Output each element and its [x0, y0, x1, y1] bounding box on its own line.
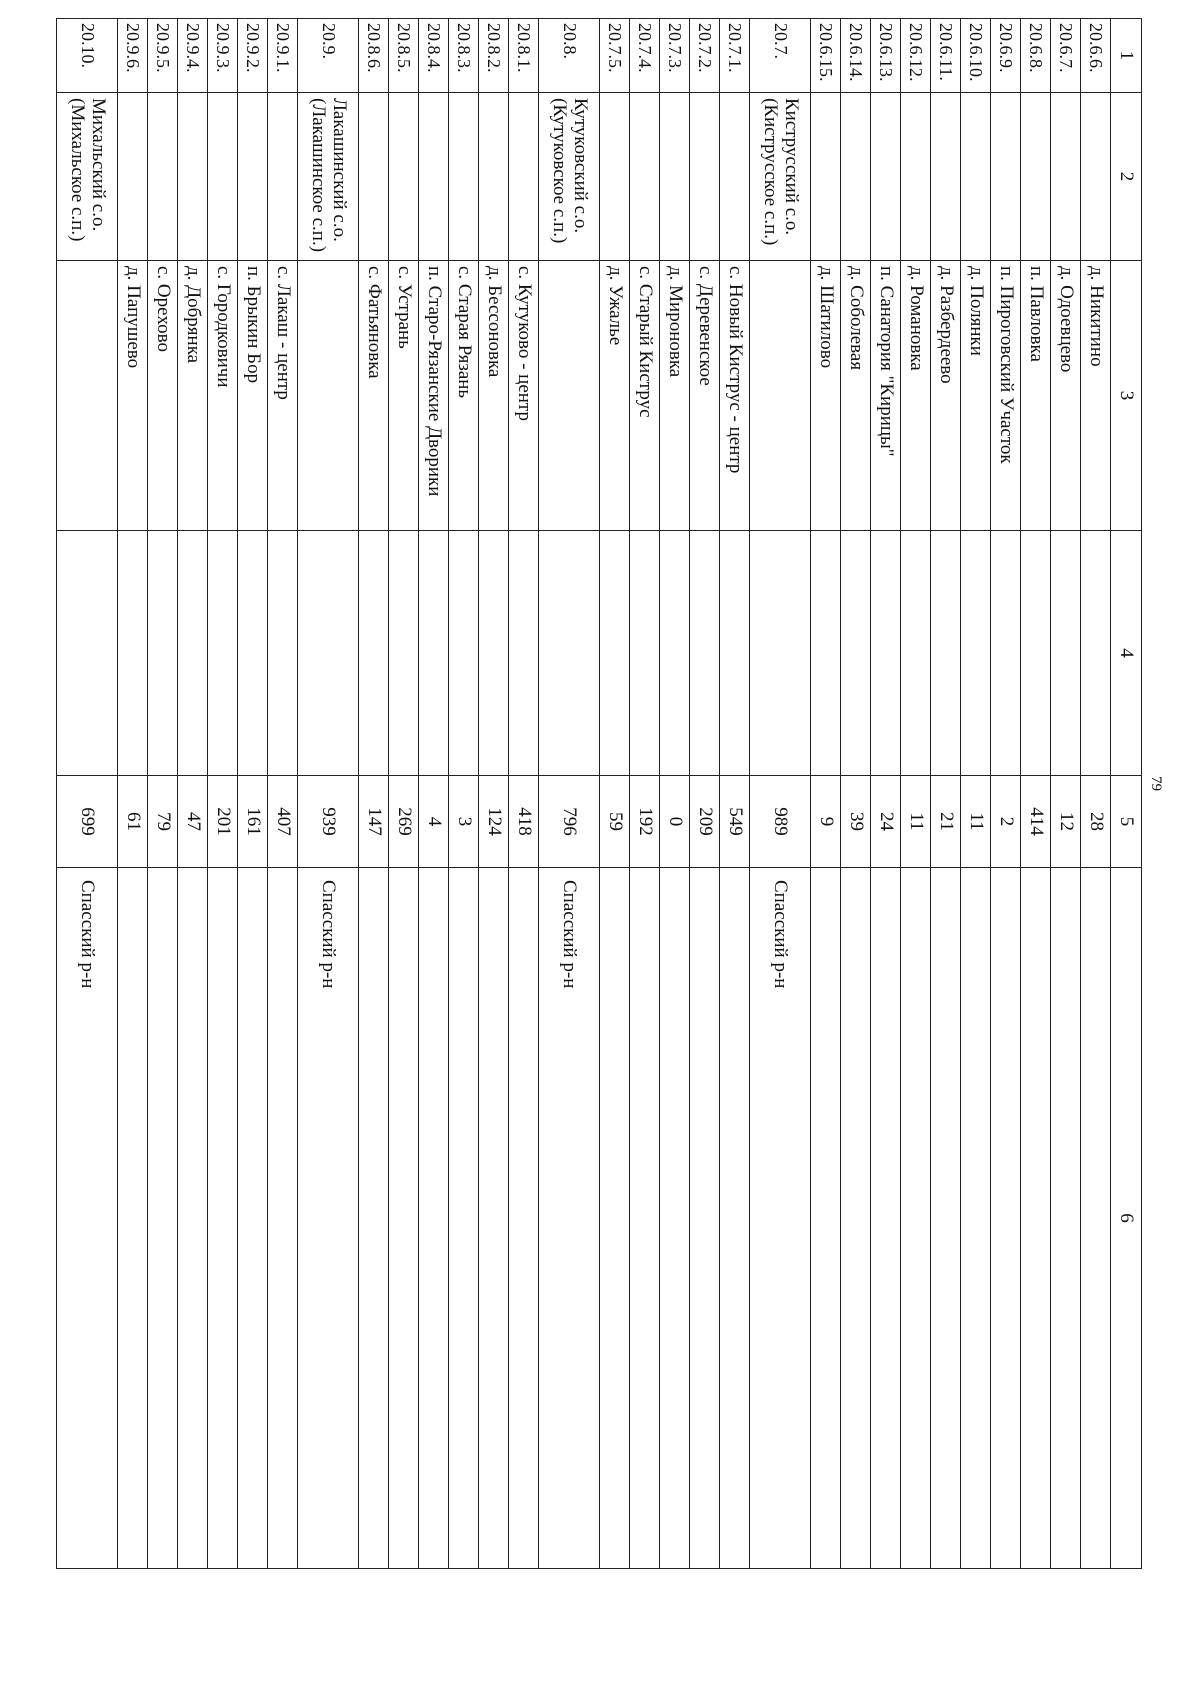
- settlement-name: с. Орехово: [148, 261, 178, 531]
- column-4-value: [720, 531, 750, 776]
- settlement-row: [479, 19, 509, 1569]
- district-name: [1051, 868, 1081, 1569]
- settlement-row: [389, 19, 419, 1569]
- column-4-value: [57, 531, 118, 776]
- district-name: [178, 868, 208, 1569]
- municipality-name: [208, 93, 238, 261]
- municipality-name: [811, 93, 841, 261]
- municipality-name: [961, 93, 991, 261]
- column-4-value: [208, 531, 238, 776]
- column-4-value: [630, 531, 660, 776]
- row-number: 20.9.: [298, 19, 359, 93]
- column-4-value: [931, 531, 961, 776]
- municipality-name: [419, 93, 449, 261]
- municipality-name: [871, 93, 901, 261]
- row-number: 20.8.2.: [479, 19, 509, 93]
- settlement-name: д. Одоевцево: [1051, 261, 1081, 531]
- population-value: 269: [389, 776, 419, 868]
- population-value: 549: [720, 776, 750, 868]
- row-number: 20.9.6.: [118, 19, 148, 93]
- column-4-value: [600, 531, 630, 776]
- district-name: [901, 868, 931, 1569]
- settlement-name: с. Кутуково - центр: [509, 261, 539, 531]
- column-number-row: [1111, 19, 1142, 1569]
- settlement-name: с. Деревенское: [690, 261, 720, 531]
- column-4-value: [1081, 531, 1111, 776]
- district-name: [509, 868, 539, 1569]
- district-name: Спасский р-н: [298, 868, 359, 1569]
- district-name: [148, 868, 178, 1569]
- row-number: 20.6.7.: [1051, 19, 1081, 93]
- settlements-table: [56, 18, 1142, 1569]
- column-4-value: [118, 531, 148, 776]
- row-number: 20.6.13.: [871, 19, 901, 93]
- row-number: 20.6.6.: [1081, 19, 1111, 93]
- district-name: [660, 868, 690, 1569]
- column-4-value: [901, 531, 931, 776]
- column-header: 4: [1111, 531, 1142, 776]
- municipality-name: [1021, 93, 1051, 261]
- population-value: 47: [178, 776, 208, 868]
- population-value: 39: [841, 776, 871, 868]
- settlement-name: д. Добрянка: [178, 261, 208, 531]
- district-name: [479, 868, 509, 1569]
- row-number: 20.7.1.: [720, 19, 750, 93]
- row-number: 20.8.6.: [359, 19, 389, 93]
- column-4-value: [389, 531, 419, 776]
- settlement-name: п. Павловка: [1021, 261, 1051, 531]
- row-number: 20.8.4.: [419, 19, 449, 93]
- column-4-value: [539, 531, 600, 776]
- row-number: 20.7.2.: [690, 19, 720, 93]
- municipality-name: [931, 93, 961, 261]
- settlement-row: [660, 19, 690, 1569]
- population-value: 414: [1021, 776, 1051, 868]
- district-name: [871, 868, 901, 1569]
- population-value: 4: [419, 776, 449, 868]
- district-name: [268, 868, 298, 1569]
- row-number: 20.6.14.: [841, 19, 871, 93]
- settlement-name: с. Лакаш - центр: [268, 261, 298, 531]
- settlement-row: [268, 19, 298, 1569]
- district-name: [630, 868, 660, 1569]
- settlement-name: [57, 261, 118, 531]
- district-name: [690, 868, 720, 1569]
- municipality-name: [148, 93, 178, 261]
- settlement-name: д. Разбердеево: [931, 261, 961, 531]
- municipality-name: [268, 93, 298, 261]
- column-4-value: [750, 531, 811, 776]
- municipality-name: Лакашинский с.о. (Лакашинское с.п.): [298, 93, 359, 261]
- settlement-name: д. Полянки: [961, 261, 991, 531]
- row-number: 20.8.1.: [509, 19, 539, 93]
- district-name: [841, 868, 871, 1569]
- settlement-name: д. Соболевая: [841, 261, 871, 531]
- settlement-row: [419, 19, 449, 1569]
- district-name: [208, 868, 238, 1569]
- district-name: [359, 868, 389, 1569]
- column-header: 5: [1111, 776, 1142, 868]
- settlement-row: [178, 19, 208, 1569]
- municipality-name: [1051, 93, 1081, 261]
- population-value: 699: [57, 776, 118, 868]
- column-header: 3: [1111, 261, 1142, 531]
- district-name: [991, 868, 1021, 1569]
- row-number: 20.9.2.: [238, 19, 268, 93]
- settlement-row: [961, 19, 991, 1569]
- settlement-row: [720, 19, 750, 1569]
- column-4-value: [811, 531, 841, 776]
- district-name: [600, 868, 630, 1569]
- settlement-name: п. Старо-Рязанские Дворики: [419, 261, 449, 531]
- row-number: 20.6.11.: [931, 19, 961, 93]
- column-4-value: [1021, 531, 1051, 776]
- column-4-value: [1051, 531, 1081, 776]
- settlement-name: с. Новый Киструс - центр: [720, 261, 750, 531]
- row-number: 20.6.8.: [1021, 19, 1051, 93]
- municipality-row: [750, 19, 811, 1569]
- row-number: 20.8.: [539, 19, 600, 93]
- settlement-name: д. Мироновка: [660, 261, 690, 531]
- column-4-value: [298, 531, 359, 776]
- settlement-name: с. Городковичи: [208, 261, 238, 531]
- population-value: 192: [630, 776, 660, 868]
- municipality-row: [57, 19, 118, 1569]
- settlement-row: [690, 19, 720, 1569]
- column-4-value: [991, 531, 1021, 776]
- settlement-row: [991, 19, 1021, 1569]
- settlement-row: [901, 19, 931, 1569]
- district-name: [811, 868, 841, 1569]
- settlement-name: с. Старая Рязань: [449, 261, 479, 531]
- district-name: Спасский р-н: [750, 868, 811, 1569]
- population-value: 407: [268, 776, 298, 868]
- population-value: 161: [238, 776, 268, 868]
- column-4-value: [871, 531, 901, 776]
- population-value: 209: [690, 776, 720, 868]
- population-value: 201: [208, 776, 238, 868]
- population-value: 21: [931, 776, 961, 868]
- settlement-row: [600, 19, 630, 1569]
- column-header: 2: [1111, 93, 1142, 261]
- district-name: [238, 868, 268, 1569]
- row-number: 20.6.9.: [991, 19, 1021, 93]
- population-value: 61: [118, 776, 148, 868]
- column-4-value: [148, 531, 178, 776]
- column-header: 6: [1111, 868, 1142, 1569]
- population-value: 989: [750, 776, 811, 868]
- settlement-row: [208, 19, 238, 1569]
- row-number: 20.7.5.: [600, 19, 630, 93]
- municipality-row: [298, 19, 359, 1569]
- column-4-value: [479, 531, 509, 776]
- row-number: 20.9.3.: [208, 19, 238, 93]
- municipality-name: [630, 93, 660, 261]
- settlement-name: п. Пироговский Участок: [991, 261, 1021, 531]
- row-number: 20.10.: [57, 19, 118, 93]
- population-value: 28: [1081, 776, 1111, 868]
- municipality-name: Кутуковский с.о. (Кутуковское с.п.): [539, 93, 600, 261]
- settlement-row: [359, 19, 389, 1569]
- municipality-name: [600, 93, 630, 261]
- district-name: [961, 868, 991, 1569]
- column-4-value: [419, 531, 449, 776]
- municipality-name: [660, 93, 690, 261]
- population-value: 79: [148, 776, 178, 868]
- district-name: [931, 868, 961, 1569]
- page-number: 79: [1148, 776, 1164, 791]
- row-number: 20.9.1.: [268, 19, 298, 93]
- settlement-name: д. Бессоновка: [479, 261, 509, 531]
- population-value: 796: [539, 776, 600, 868]
- municipality-name: [479, 93, 509, 261]
- municipality-name: [991, 93, 1021, 261]
- municipality-name: [389, 93, 419, 261]
- settlement-row: [1081, 19, 1111, 1569]
- population-value: 11: [961, 776, 991, 868]
- settlement-name: д. Ужалье: [600, 261, 630, 531]
- population-value: 3: [449, 776, 479, 868]
- column-4-value: [841, 531, 871, 776]
- settlement-row: [238, 19, 268, 1569]
- settlement-row: [148, 19, 178, 1569]
- settlement-row: [509, 19, 539, 1569]
- municipality-name: [178, 93, 208, 261]
- settlement-name: [539, 261, 600, 531]
- district-name: [720, 868, 750, 1569]
- municipality-name: [449, 93, 479, 261]
- district-name: [449, 868, 479, 1569]
- population-value: 0: [660, 776, 690, 868]
- population-value: 11: [901, 776, 931, 868]
- population-value: 12: [1051, 776, 1081, 868]
- municipality-name: [720, 93, 750, 261]
- municipality-name: [118, 93, 148, 261]
- municipality-name: [238, 93, 268, 261]
- row-number: 20.8.3.: [449, 19, 479, 93]
- column-4-value: [268, 531, 298, 776]
- population-value: 418: [509, 776, 539, 868]
- settlement-row: [630, 19, 660, 1569]
- row-number: 20.7.3.: [660, 19, 690, 93]
- row-number: 20.7.4.: [630, 19, 660, 93]
- municipality-name: [1081, 93, 1111, 261]
- row-number: 20.7.: [750, 19, 811, 93]
- population-value: 124: [479, 776, 509, 868]
- district-name: [419, 868, 449, 1569]
- municipality-name: Киструсский с.о. (Киструсское с.п.): [750, 93, 811, 261]
- district-name: [1081, 868, 1111, 1569]
- column-4-value: [178, 531, 208, 776]
- district-name: Спасский р-н: [57, 868, 118, 1569]
- row-number: 20.6.15.: [811, 19, 841, 93]
- district-name: [389, 868, 419, 1569]
- column-header: 1: [1111, 19, 1142, 93]
- column-4-value: [961, 531, 991, 776]
- settlement-row: [871, 19, 901, 1569]
- municipality-row: [539, 19, 600, 1569]
- population-value: 59: [600, 776, 630, 868]
- district-name: [118, 868, 148, 1569]
- column-4-value: [238, 531, 268, 776]
- column-4-value: [359, 531, 389, 776]
- settlement-name: д. Никитино: [1081, 261, 1111, 531]
- district-name: [1021, 868, 1051, 1569]
- settlement-row: [931, 19, 961, 1569]
- column-4-value: [690, 531, 720, 776]
- settlement-name: с. Старый Киструс: [630, 261, 660, 531]
- district-name: Спасский р-н: [539, 868, 600, 1569]
- population-value: 9: [811, 776, 841, 868]
- population-value: 24: [871, 776, 901, 868]
- settlement-name: [750, 261, 811, 531]
- municipality-name: Михальский с.о. (Михальское с.п.): [57, 93, 118, 261]
- settlement-name: п. Брыкин Бор: [238, 261, 268, 531]
- settlement-row: [1021, 19, 1051, 1569]
- column-4-value: [449, 531, 479, 776]
- row-number: 20.9.4.: [178, 19, 208, 93]
- rotated-document-page: [67, 18, 1164, 1568]
- municipality-name: [509, 93, 539, 261]
- municipality-name: [901, 93, 931, 261]
- settlement-row: [449, 19, 479, 1569]
- population-value: 147: [359, 776, 389, 868]
- settlement-name: [298, 261, 359, 531]
- settlement-name: д. Шатилово: [811, 261, 841, 531]
- row-number: 20.9.5.: [148, 19, 178, 93]
- municipality-name: [841, 93, 871, 261]
- settlement-row: [118, 19, 148, 1569]
- settlement-name: д. Папушево: [118, 261, 148, 531]
- settlement-row: [841, 19, 871, 1569]
- settlement-row: [811, 19, 841, 1569]
- row-number: 20.8.5.: [389, 19, 419, 93]
- municipality-name: [690, 93, 720, 261]
- settlement-name: с. Устрань: [389, 261, 419, 531]
- column-4-value: [509, 531, 539, 776]
- settlement-row: [1051, 19, 1081, 1569]
- settlement-name: с. Фатьяновка: [359, 261, 389, 531]
- population-value: 2: [991, 776, 1021, 868]
- municipality-name: [359, 93, 389, 261]
- row-number: 20.6.10.: [961, 19, 991, 93]
- column-4-value: [660, 531, 690, 776]
- row-number: 20.6.12.: [901, 19, 931, 93]
- settlement-name: п. Санатория "Кирицы": [871, 261, 901, 531]
- population-value: 939: [298, 776, 359, 868]
- settlement-name: д. Романовка: [901, 261, 931, 531]
